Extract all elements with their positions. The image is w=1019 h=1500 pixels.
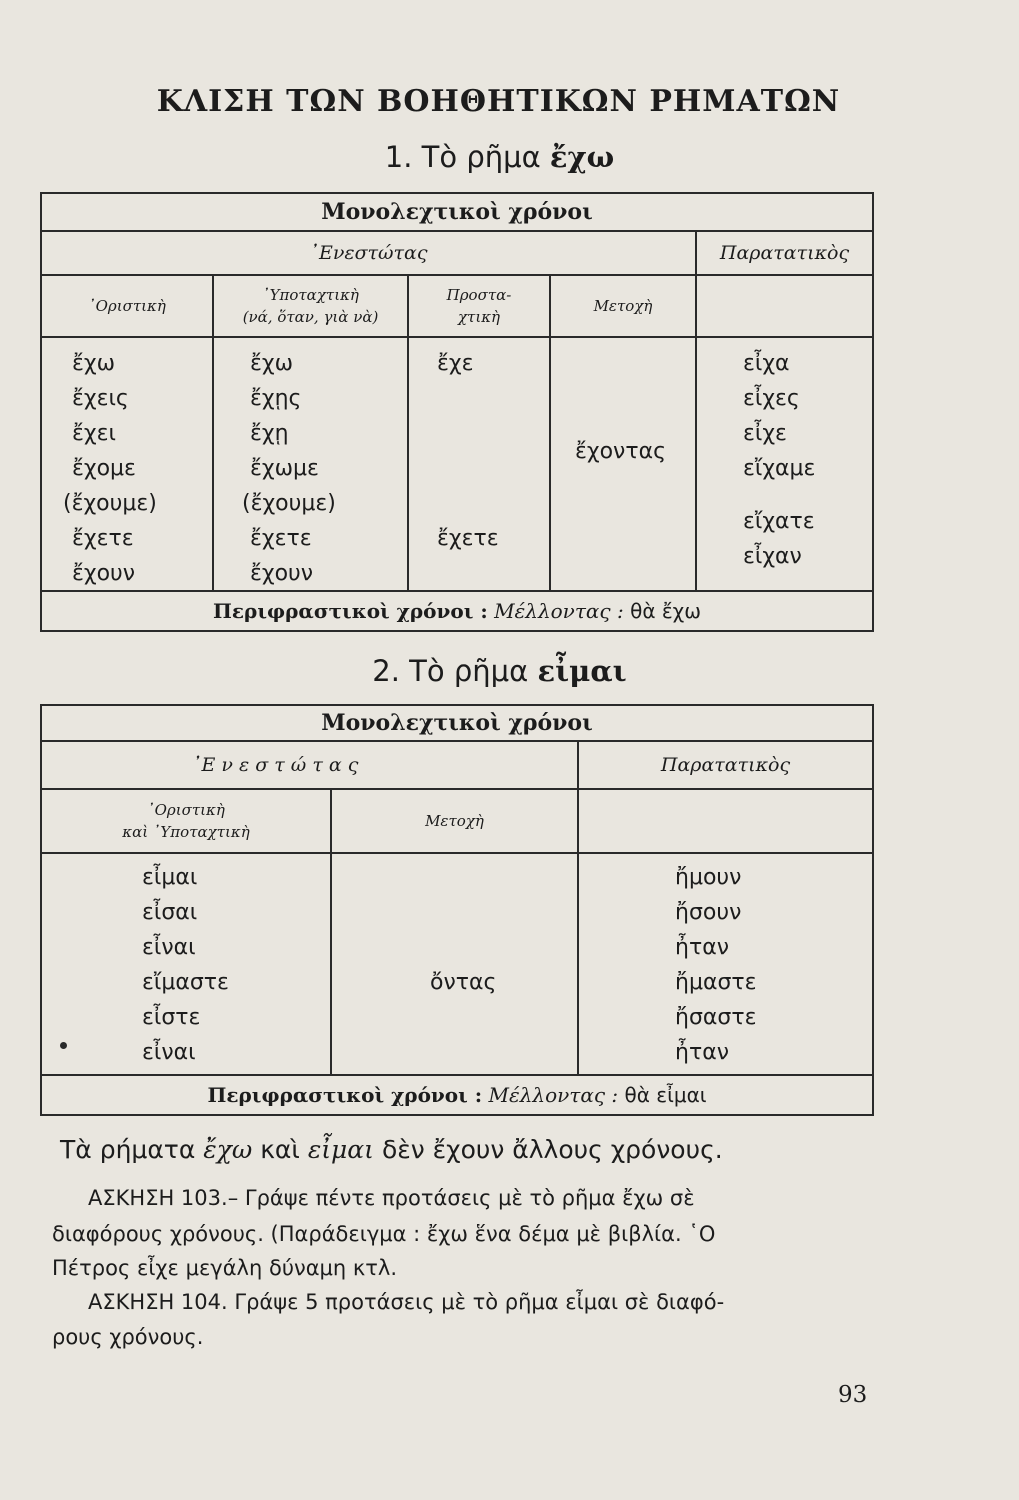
exercise-104-line2: ρους χρόνους. bbox=[52, 1325, 204, 1349]
form: ἔχε bbox=[437, 351, 474, 376]
form: εἴχαμε bbox=[743, 456, 816, 481]
form: εἶστε bbox=[142, 1005, 201, 1030]
form: ἔχῃς bbox=[250, 386, 302, 411]
section1-imperfect-forms bbox=[696, 337, 873, 591]
form: εἶμαι bbox=[142, 865, 198, 890]
form: ἤμαστε bbox=[675, 970, 757, 995]
section2-heading-prefix: 2. Τὸ ρῆμα bbox=[372, 654, 529, 688]
section2-conjugation-table bbox=[40, 704, 874, 1116]
form: ἔχετε bbox=[437, 526, 499, 551]
section2-present-header: ᾿Ε ν ε σ τ ώ τ α ς bbox=[41, 741, 578, 789]
section1-col-subjunctive-note: (νά, ὅταν, γιὰ νὰ) bbox=[242, 308, 379, 326]
form: εἶχες bbox=[743, 386, 800, 411]
form: ἔχωμε bbox=[250, 456, 319, 481]
bullet-dot-icon bbox=[60, 1042, 67, 1049]
form: (ἔχουμε) bbox=[242, 491, 336, 516]
section2-future-label: Μέλλοντας : bbox=[488, 1083, 619, 1107]
section2-group-header: Μονολεχτικοὶ χρόνοι bbox=[41, 705, 873, 741]
section1-heading-prefix: 1. Τὸ ρῆμα bbox=[384, 140, 541, 174]
form: εἴμαστε bbox=[142, 970, 229, 995]
exercise-103-line2: διαφόρους χρόνους. (Παράδειγμα : ἔχω ἕνα δέμα μὲ βιβλία. ῾Ο bbox=[52, 1222, 716, 1246]
section1-col-subjunctive-label: ᾿Υποταχτικὴ bbox=[262, 286, 359, 304]
section1-periphrastic-row bbox=[41, 591, 873, 631]
form: εἶναι bbox=[142, 935, 196, 960]
section1-imperfect-header: Παρατατικὸς bbox=[696, 231, 873, 275]
form: ἔχοντας bbox=[575, 439, 667, 464]
section2-col-participle: Μετοχὴ bbox=[331, 789, 578, 853]
form: εἴχατε bbox=[743, 509, 815, 534]
section2-periphrastic-row bbox=[41, 1075, 873, 1115]
section1-participle-forms bbox=[550, 337, 696, 591]
note-text-2: καὶ bbox=[260, 1135, 300, 1164]
form: ἔχομε bbox=[72, 456, 136, 481]
section2-indicative-forms bbox=[41, 853, 331, 1075]
section1-col-participle: Μετοχὴ bbox=[550, 275, 696, 337]
section1-present-header: ᾿Ενεστώτας bbox=[41, 231, 696, 275]
note-verb-1: ἔχω bbox=[203, 1135, 253, 1164]
form: ἔχω bbox=[72, 351, 116, 376]
section1-subjunctive-forms bbox=[213, 337, 408, 591]
section1-col-imperative bbox=[408, 275, 550, 337]
section1-conjugation-table bbox=[40, 192, 874, 632]
form: ἔχεις bbox=[72, 386, 129, 411]
section2-imperfect-header: Παρατατικὸς bbox=[578, 741, 873, 789]
page-number: 93 bbox=[838, 1382, 868, 1408]
section1-verb: ἔχω bbox=[549, 140, 615, 174]
form: ὄντας bbox=[430, 970, 497, 995]
section2-col-indicative-line2: καὶ ᾿Υποταχτικὴ bbox=[122, 823, 250, 841]
section1-group-header: Μονολεχτικοὶ χρόνοι bbox=[41, 193, 873, 231]
form: ἔχει bbox=[72, 421, 116, 446]
section2-col-imperfect-blank bbox=[578, 789, 873, 853]
section2-heading bbox=[0, 654, 1019, 688]
form: ἔχω bbox=[250, 351, 294, 376]
section1-col-subjunctive bbox=[213, 275, 408, 337]
section1-indicative-forms bbox=[41, 337, 213, 591]
section1-col-imperative-line1: Προστα- bbox=[446, 286, 512, 304]
section1-col-indicative: ᾿Οριστικὴ bbox=[41, 275, 213, 337]
note-verb-2: εἶμαι bbox=[307, 1135, 374, 1164]
section1-future-form: θὰ ἔχω bbox=[630, 599, 701, 623]
exercise-103-line1: ΑΣΚΗΣΗ 103.– Γράψε πέντε προτάσεις μὲ τὸ ρῆμα ἔχω σὲ bbox=[88, 1186, 695, 1210]
section2-imperfect-forms bbox=[578, 853, 873, 1075]
auxiliary-note bbox=[60, 1135, 880, 1164]
section1-future-label: Μέλλοντας : bbox=[494, 599, 624, 623]
form: ἔχουν bbox=[250, 561, 314, 586]
section2-future-form: θὰ εἶμαι bbox=[624, 1083, 707, 1107]
form: ἔχῃ bbox=[250, 421, 289, 446]
form: ἔχετε bbox=[72, 526, 134, 551]
form: εἶναι bbox=[142, 1040, 196, 1065]
section1-col-imperative-line2: χτικὴ bbox=[457, 308, 501, 326]
form: ἔχουν bbox=[72, 561, 136, 586]
note-text-3: δὲν ἔχουν ἄλλους χρόνους. bbox=[381, 1135, 723, 1164]
section2-participle-forms bbox=[331, 853, 578, 1075]
exercise-103-line3: Πέτρος εἶχε μεγάλη δύναμη κτλ. bbox=[52, 1256, 398, 1280]
form: ἦταν bbox=[675, 935, 729, 960]
form: ἦταν bbox=[675, 1040, 729, 1065]
section2-verb: εἶμαι bbox=[537, 654, 627, 688]
form: ἔχετε bbox=[250, 526, 312, 551]
exercise-104-line1: ΑΣΚΗΣΗ 104. Γράψε 5 προτάσεις μὲ τὸ ρῆμα εἶμαι σὲ διαφό- bbox=[88, 1290, 725, 1314]
form: ἤσαστε bbox=[675, 1005, 757, 1030]
note-text-1: Τὰ ρήματα bbox=[60, 1135, 196, 1164]
form: εἶχαν bbox=[743, 544, 802, 569]
section1-imperative-forms bbox=[408, 337, 550, 591]
section1-periphrastic-label: Περιφραστικοὶ χρόνοι : bbox=[213, 599, 488, 623]
section2-periphrastic-label: Περιφραστικοὶ χρόνοι : bbox=[207, 1083, 483, 1107]
form: ἤσουν bbox=[675, 900, 742, 925]
section1-heading bbox=[0, 140, 1019, 174]
form: εἶχε bbox=[743, 421, 787, 446]
section1-col-imperfect-blank bbox=[696, 275, 873, 337]
section2-col-indicative-line1: ᾿Οριστικὴ bbox=[147, 801, 225, 819]
form: εἶχα bbox=[743, 351, 790, 376]
form: ἤμουν bbox=[675, 865, 742, 890]
section2-col-indicative bbox=[41, 789, 331, 853]
page-title: ΚΛΙΣΗ ΤΩΝ ΒΟΗΘΗΤΙΚΩΝ ΡΗΜΑΤΩΝ bbox=[156, 84, 841, 119]
form: (ἔχουμε) bbox=[63, 491, 157, 516]
form: εἶσαι bbox=[142, 900, 198, 925]
